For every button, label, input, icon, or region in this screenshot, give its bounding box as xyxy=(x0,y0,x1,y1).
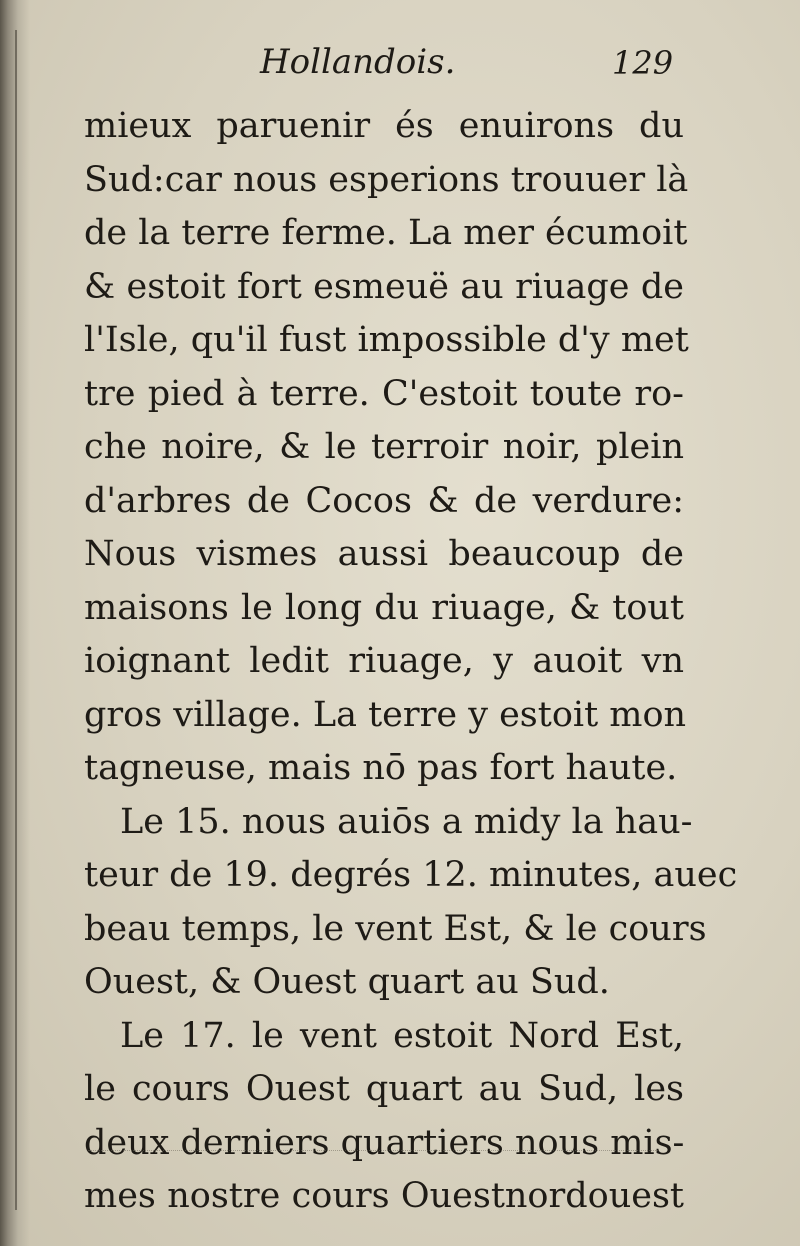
text-line: Le 17. le vent estoit Nord Est, xyxy=(120,1015,684,1056)
text-line: Sud:car nous esperions trouuer là xyxy=(84,159,689,200)
page-number: 129 xyxy=(612,44,674,82)
page-header xyxy=(85,42,685,102)
binding-edge xyxy=(15,30,17,1210)
text-line: Ouest, & Ouest quart au Sud. xyxy=(84,962,610,1002)
text-line: tre pied à terre. C'estoit toute ro- xyxy=(84,373,684,414)
text-line: gros village. La terre y estoit mon xyxy=(84,694,687,735)
text-line: le cours Ouest quart au Sud, les xyxy=(84,1069,684,1109)
text-line: de la terre ferme. La mer écumoit xyxy=(84,213,688,253)
text-line: & estoit fort esmeuë au riuage de xyxy=(84,266,684,307)
text-line: l'Isle, qu'il fust impossible d'y met xyxy=(84,320,689,360)
text-line: d'arbres de Cocos & de verdure: xyxy=(84,480,684,521)
text-line: mes nostre cours Ouestnordouest xyxy=(84,1176,684,1216)
text-line: Le 15. nous auiōs a midy la hau- xyxy=(120,801,693,842)
body-text xyxy=(84,100,738,1224)
text-line: maisons le long du riuage, & tout xyxy=(84,587,684,628)
bleed-through-rule xyxy=(88,1150,658,1152)
text-line: Nous vismes aussi beaucoup de xyxy=(84,534,684,574)
text-line: che noire, & le terroir noir, plein xyxy=(84,427,684,467)
text-line: deux derniers quartiers nous mis- xyxy=(84,1122,685,1163)
text-line: teur de 19. degrés 12. minutes, auec xyxy=(84,855,738,895)
text-line: mieux paruenir és enuirons du xyxy=(84,106,684,146)
running-head: Hollandois. xyxy=(260,42,456,82)
text-line: beau temps, le vent Est, & le cours xyxy=(84,908,707,949)
text-line: tagneuse, mais nō pas fort haute. xyxy=(84,748,678,788)
text-line: ioignant ledit riuage, y auoit vn xyxy=(84,641,684,681)
